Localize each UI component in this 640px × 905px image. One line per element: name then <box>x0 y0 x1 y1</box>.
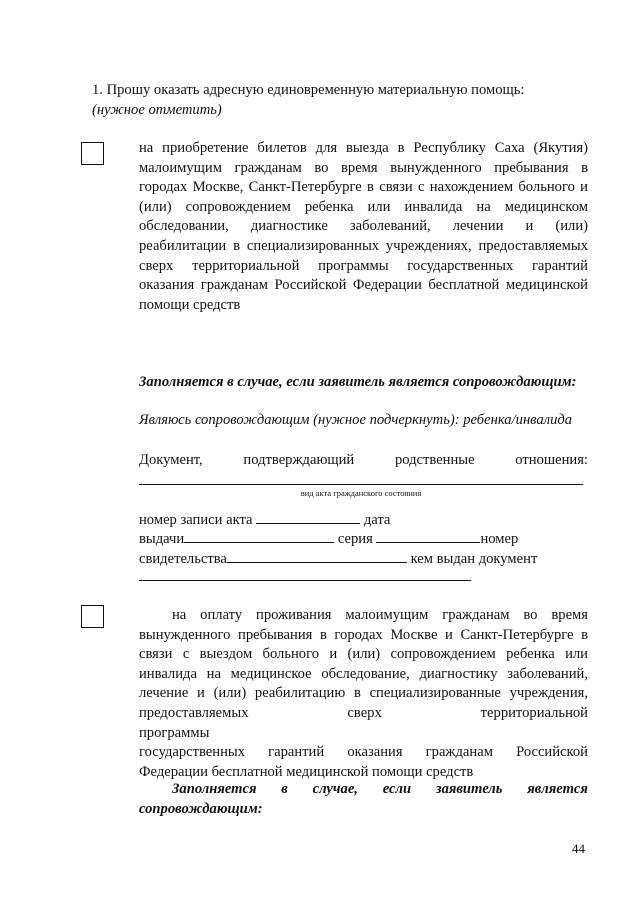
series-label: серия <box>337 531 373 547</box>
option1-line: сверх территориальной программы государственных гарантий <box>139 257 588 274</box>
companion2-heading <box>172 780 588 800</box>
option1-line: помощи средств <box>139 296 241 313</box>
section-note: (нужное отметить) <box>92 102 222 118</box>
option1-line: на приобретение билетов для выезда в Республику Саха (Якутия) <box>139 140 588 156</box>
option1-line: городах Москве, Санкт-Петербурге в связи с нахождением больного и <box>139 179 588 196</box>
option2-line: предоставляемых сверх территориальной программы <box>139 704 588 741</box>
record-number-field[interactable] <box>256 509 360 524</box>
date-label: дата <box>363 512 391 528</box>
document-label-row <box>139 451 588 471</box>
document-hint: вид акта гражданского состояния <box>300 488 422 498</box>
option1-line: оказания гражданам Российской Федерации бесплатной медицинской <box>139 277 588 294</box>
document-label-word: Документ, <box>139 452 203 468</box>
companion2-heading-word: если <box>382 781 412 797</box>
companion-role-line: Являюсь сопровождающим (нужное подчеркнуть): ребенка/инвалида <box>139 412 573 428</box>
issue-row <box>139 528 518 550</box>
record-label: номер записи акта <box>139 512 253 528</box>
option2-line: инвалида на медицинское обследование, диагностику заболеваний, <box>139 665 588 682</box>
certificate-number-field[interactable] <box>227 548 407 563</box>
companion2-heading-word: в <box>281 781 288 797</box>
option1-text <box>139 139 588 315</box>
option1-line: реабилитации в специализированных учреждениях, предоставляемых <box>139 237 588 254</box>
option2-checkbox[interactable] <box>81 605 104 628</box>
series-field[interactable] <box>376 528 480 543</box>
document-type-field[interactable] <box>139 484 583 485</box>
option2-line: государственных гарантий оказания гражданам Российской <box>139 744 588 761</box>
companion2-heading-word: Заполняется <box>172 781 257 797</box>
companion2-heading-line2: сопровождающим: <box>139 801 263 817</box>
issue-label: выдачи <box>139 531 185 547</box>
option2-line: Федерации бесплатной медицинской помощи средств <box>139 763 474 780</box>
companion2-heading-word: является <box>527 781 588 797</box>
certificate-row <box>139 548 537 570</box>
number-label: номер <box>480 531 519 547</box>
page-number: 44 <box>572 841 585 856</box>
issue-date-field[interactable] <box>184 528 334 543</box>
option1-line: (или) сопровождением ребенка или инвалида на медицинском <box>139 198 588 215</box>
document-label-word: родственные <box>394 452 475 468</box>
option2-line: лечение и (или) реабилитацию в специализированные учреждения, <box>139 685 588 702</box>
option2-line: на оплату проживания малоимущим гражданам во время <box>172 607 588 623</box>
option1-line: малоимущим гражданам во время вынужденного пребывания в <box>139 159 588 176</box>
companion2-heading-word: случае, <box>312 781 358 797</box>
document-label-word: подтверждающий <box>243 452 355 468</box>
certificate-label: свидетельства <box>139 551 227 567</box>
issued-by-field[interactable] <box>139 580 471 581</box>
companion2-heading-word: заявитель <box>435 781 503 797</box>
companion-heading: Заполняется в случае, если заявитель является сопровождающим: <box>139 374 577 390</box>
section-heading: 1. Прошу оказать адресную единовременную материальную помощь: <box>92 82 525 98</box>
option2-line: вынужденного пребывания в городах Москве и Санкт-Петербурге в <box>139 626 588 643</box>
option1-line: обследовании, диагностике заболеваний, лечении и (или) <box>139 218 588 235</box>
option2-line: связи с выездом больного и (или) сопровождением ребенка или <box>139 646 588 663</box>
issued-by-label: кем выдан документ <box>410 551 538 567</box>
option1-checkbox[interactable] <box>81 142 104 165</box>
option2-text <box>139 606 588 782</box>
document-label-word: отношения: <box>515 452 588 468</box>
